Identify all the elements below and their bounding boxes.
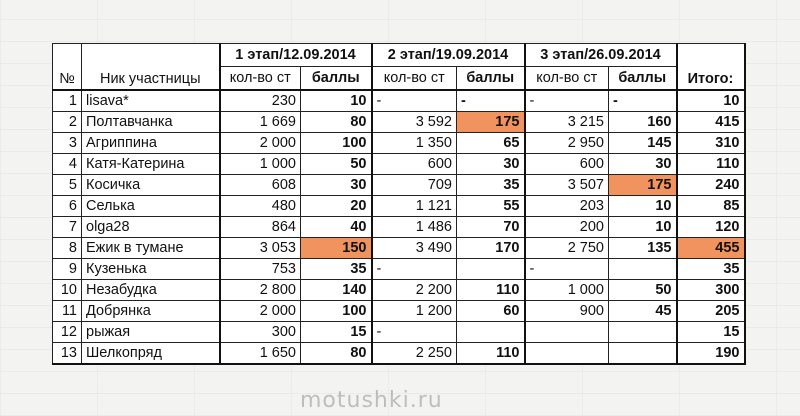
participant-nick: olga28: [82, 217, 220, 238]
stage2-points: 110: [457, 343, 525, 365]
header-points-3: баллы: [609, 67, 677, 91]
stage1-count: 2 000: [220, 301, 301, 322]
row-number: 1: [53, 90, 82, 112]
watermark: motushki.ru: [300, 388, 443, 413]
stage3-count: 600: [525, 154, 609, 175]
stage3-points: 135: [609, 238, 677, 259]
stage2-count: 709: [372, 175, 457, 196]
stage2-points: 35: [457, 175, 525, 196]
stage3-points: 50: [609, 280, 677, 301]
stage1-points: 150: [301, 238, 372, 259]
stage3-count: 2 750: [525, 238, 609, 259]
stage2-count: 1 350: [372, 133, 457, 154]
participant-nick: Ежик в тумане: [82, 238, 220, 259]
table-row: [53, 154, 745, 175]
total-points: 190: [677, 343, 745, 365]
stage3-points: [609, 343, 677, 365]
header-points-2: баллы: [457, 67, 525, 91]
stage1-points: 80: [301, 112, 372, 133]
participant-nick: Катя-Катерина: [82, 154, 220, 175]
stage1-points: 100: [301, 301, 372, 322]
stage2-points: 65: [457, 133, 525, 154]
total-points: 310: [677, 133, 745, 154]
stage1-points: 15: [301, 322, 372, 343]
total-points: 300: [677, 280, 745, 301]
stage3-count: 2 950: [525, 133, 609, 154]
row-number: 2: [53, 112, 82, 133]
participant-nick: Добрянка: [82, 301, 220, 322]
stage1-count: 2 800: [220, 280, 301, 301]
stage1-count: 3 053: [220, 238, 301, 259]
stage3-count: 3 507: [525, 175, 609, 196]
stage3-points: [609, 322, 677, 343]
table-row: [53, 322, 745, 343]
table-row: [53, 217, 745, 238]
total-points: 15: [677, 322, 745, 343]
stage3-points: 10: [609, 196, 677, 217]
header-stage-3: 3 этап/26.09.2014: [525, 44, 677, 67]
total-points: 35: [677, 259, 745, 280]
stage1-count: 1 000: [220, 154, 301, 175]
stage3-count: 1 000: [525, 280, 609, 301]
row-number: 10: [53, 280, 82, 301]
stage2-points: 170: [457, 238, 525, 259]
table-row: [53, 133, 745, 154]
stage1-count: 300: [220, 322, 301, 343]
results-table: [52, 43, 746, 365]
header-count-2: кол-во ст: [372, 67, 457, 91]
stage1-points: 140: [301, 280, 372, 301]
stage1-count: 608: [220, 175, 301, 196]
stage3-count: -: [525, 259, 609, 280]
stage1-points: 30: [301, 175, 372, 196]
row-number: 8: [53, 238, 82, 259]
stage1-points: 100: [301, 133, 372, 154]
stage3-count: 200: [525, 217, 609, 238]
stage3-points: 45: [609, 301, 677, 322]
stage1-count: 864: [220, 217, 301, 238]
row-number: 11: [53, 301, 82, 322]
table-body: [53, 90, 745, 364]
stage3-count: 203: [525, 196, 609, 217]
table-header: [53, 44, 745, 91]
stage3-points: [609, 259, 677, 280]
stage3-count: [525, 322, 609, 343]
row-number: 13: [53, 343, 82, 365]
table-row: [53, 280, 745, 301]
stage1-count: 2 000: [220, 133, 301, 154]
stage3-count: 900: [525, 301, 609, 322]
header-total: Итого:: [677, 44, 745, 91]
table-row: [53, 259, 745, 280]
total-points: 205: [677, 301, 745, 322]
total-points: 240: [677, 175, 745, 196]
stage1-count: 230: [220, 90, 301, 112]
stage1-points: 80: [301, 343, 372, 365]
header-count-3: кол-во ст: [525, 67, 609, 91]
stage2-points: -: [457, 90, 525, 112]
participant-nick: lisava*: [82, 90, 220, 112]
stage1-points: 10: [301, 90, 372, 112]
stage2-points: [457, 259, 525, 280]
stage1-count: 480: [220, 196, 301, 217]
table-row: [53, 196, 745, 217]
stage2-count: 3 490: [372, 238, 457, 259]
header-stage-1: 1 этап/12.09.2014: [220, 44, 372, 67]
stage2-points: 55: [457, 196, 525, 217]
stage2-count: 600: [372, 154, 457, 175]
table-row: [53, 175, 745, 196]
stage2-count: 2 200: [372, 280, 457, 301]
stage2-count: -: [372, 90, 457, 112]
header-row-stages: [53, 44, 745, 67]
header-points-1: баллы: [301, 67, 372, 91]
stage3-points: 160: [609, 112, 677, 133]
table-row: [53, 238, 745, 259]
table-row: [53, 343, 745, 365]
row-number: 4: [53, 154, 82, 175]
stage2-count: 2 250: [372, 343, 457, 365]
total-points: 455: [677, 238, 745, 259]
stage2-points: 60: [457, 301, 525, 322]
stage2-points: [457, 322, 525, 343]
table-row: [53, 301, 745, 322]
stage3-points: 10: [609, 217, 677, 238]
total-points: 85: [677, 196, 745, 217]
stage1-points: 50: [301, 154, 372, 175]
stage1-count: 1 650: [220, 343, 301, 365]
stage2-points: 30: [457, 154, 525, 175]
participant-nick: Незабудка: [82, 280, 220, 301]
total-points: 110: [677, 154, 745, 175]
stage2-points: 175: [457, 112, 525, 133]
header-num: №: [53, 44, 82, 91]
row-number: 12: [53, 322, 82, 343]
table-row: [53, 112, 745, 133]
stage2-count: 1 121: [372, 196, 457, 217]
stage1-points: 40: [301, 217, 372, 238]
stage3-points: 145: [609, 133, 677, 154]
stage1-count: 1 669: [220, 112, 301, 133]
stage2-count: 1 486: [372, 217, 457, 238]
stage2-count: 3 592: [372, 112, 457, 133]
total-points: 10: [677, 90, 745, 112]
stage3-points: -: [609, 90, 677, 112]
row-number: 3: [53, 133, 82, 154]
stage2-count: -: [372, 259, 457, 280]
participant-nick: Кузенька: [82, 259, 220, 280]
table-row: [53, 90, 745, 112]
stage2-points: 70: [457, 217, 525, 238]
header-nick: Ник участницы: [82, 44, 220, 91]
stage3-count: -: [525, 90, 609, 112]
stage1-points: 35: [301, 259, 372, 280]
participant-nick: Агриппина: [82, 133, 220, 154]
header-stage-2: 2 этап/19.09.2014: [372, 44, 525, 67]
participant-nick: Косичка: [82, 175, 220, 196]
participant-nick: Селька: [82, 196, 220, 217]
header-count-1: кол-во ст: [220, 67, 301, 91]
stage3-points: 175: [609, 175, 677, 196]
row-number: 6: [53, 196, 82, 217]
stage2-points: 110: [457, 280, 525, 301]
total-points: 120: [677, 217, 745, 238]
stage2-count: 1 200: [372, 301, 457, 322]
stage3-count: [525, 343, 609, 365]
participant-nick: рыжая: [82, 322, 220, 343]
stage3-count: 3 215: [525, 112, 609, 133]
stage1-count: 753: [220, 259, 301, 280]
row-number: 9: [53, 259, 82, 280]
total-points: 415: [677, 112, 745, 133]
participant-nick: Полтавчанка: [82, 112, 220, 133]
participant-nick: Шелкопряд: [82, 343, 220, 365]
stage1-points: 20: [301, 196, 372, 217]
stage3-points: 30: [609, 154, 677, 175]
row-number: 5: [53, 175, 82, 196]
stage2-count: -: [372, 322, 457, 343]
row-number: 7: [53, 217, 82, 238]
